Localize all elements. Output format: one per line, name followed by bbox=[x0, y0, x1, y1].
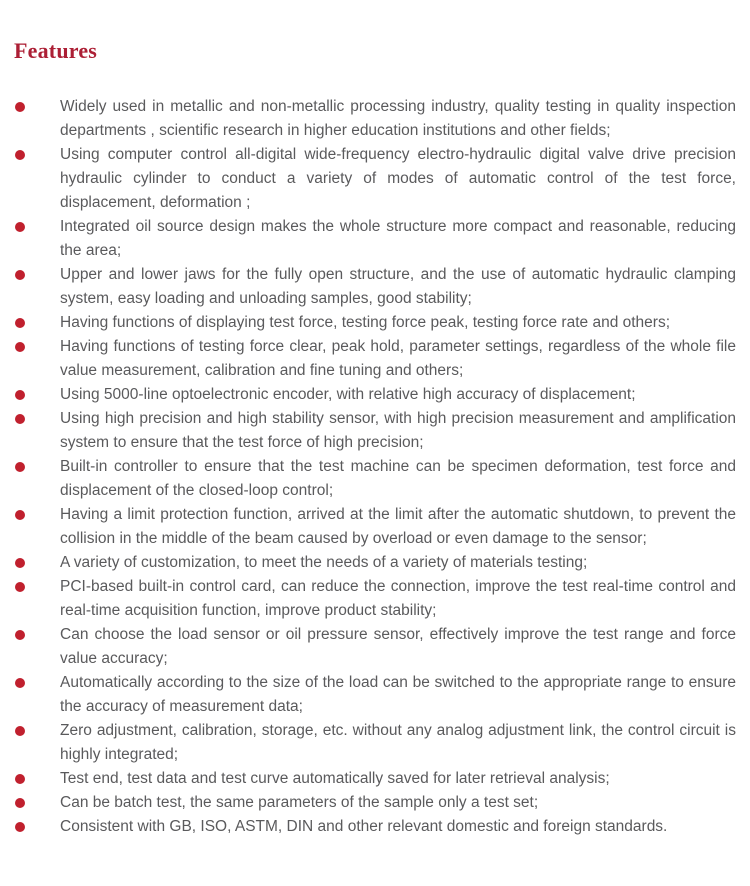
bullet-icon bbox=[15, 390, 25, 400]
feature-text: Using 5000-line optoelectronic encoder, with relative high accuracy of displacement; bbox=[60, 386, 636, 403]
bullet-icon bbox=[15, 270, 25, 280]
list-item bbox=[14, 815, 736, 839]
list-item bbox=[14, 407, 736, 455]
bullet-icon bbox=[15, 342, 25, 352]
list-item bbox=[14, 143, 736, 215]
bullet-icon bbox=[15, 222, 25, 232]
feature-text: Having functions of displaying test force, testing force peak, testing force rate and others; bbox=[60, 314, 671, 331]
bullet-icon bbox=[15, 414, 25, 424]
bullet-icon bbox=[15, 462, 25, 472]
list-item bbox=[14, 671, 736, 719]
feature-text: Having a limit protection function, arrived at the limit after the automatic shutdown, to prevent the collision in the middle of the beam caused by overload or even damage to the sensor; bbox=[60, 506, 736, 547]
feature-text: Using computer control all-digital wide-frequency electro-hydraulic digital valve drive precision hydraulic cylinder to conduct a variety of modes of automatic control of the test force, displacement, deformation ; bbox=[60, 146, 736, 211]
list-item bbox=[14, 215, 736, 263]
bullet-icon bbox=[15, 678, 25, 688]
bullet-icon bbox=[15, 150, 25, 160]
feature-text: Using high precision and high stability sensor, with high precision measurement and amplification system to ensure that the test force of high precision; bbox=[60, 410, 736, 451]
list-item bbox=[14, 623, 736, 671]
list-item bbox=[14, 455, 736, 503]
list-item bbox=[14, 95, 736, 143]
feature-text: Consistent with GB, ISO, ASTM, DIN and other relevant domestic and foreign standards. bbox=[60, 818, 668, 835]
list-item bbox=[14, 575, 736, 623]
list-item bbox=[14, 383, 736, 407]
feature-text: Automatically according to the size of the load can be switched to the appropriate range to ensure the accuracy of measurement data; bbox=[60, 674, 736, 715]
bullet-icon bbox=[15, 726, 25, 736]
feature-text: PCI-based built-in control card, can reduce the connection, improve the test real-time control and real-time acquisition function, improve product stability; bbox=[60, 578, 736, 619]
feature-text: Integrated oil source design makes the whole structure more compact and reasonable, reducing the area; bbox=[60, 218, 736, 259]
list-item bbox=[14, 335, 736, 383]
feature-text: Can be batch test, the same parameters of the sample only a test set; bbox=[60, 794, 539, 811]
bullet-icon bbox=[15, 582, 25, 592]
list-item bbox=[14, 311, 736, 335]
feature-text: Having functions of testing force clear, peak hold, parameter settings, regardless of the whole file value measurement, calibration and fine tuning and others; bbox=[60, 338, 736, 379]
bullet-icon bbox=[15, 558, 25, 568]
bullet-icon bbox=[15, 798, 25, 808]
feature-text: A variety of customization, to meet the needs of a variety of materials testing; bbox=[60, 554, 588, 571]
list-item bbox=[14, 551, 736, 575]
feature-text: Built-in controller to ensure that the test machine can be specimen deformation, test force and displacement of the closed-loop control; bbox=[60, 458, 736, 499]
list-item bbox=[14, 767, 736, 791]
list-item bbox=[14, 719, 736, 767]
feature-text: Zero adjustment, calibration, storage, etc. without any analog adjustment link, the control circuit is highly integrated; bbox=[60, 722, 736, 763]
list-item bbox=[14, 263, 736, 311]
list-item bbox=[14, 503, 736, 551]
feature-text: Upper and lower jaws for the fully open structure, and the use of automatic hydraulic clamping system, easy loading and unloading samples, good stability; bbox=[60, 266, 736, 307]
bullet-icon bbox=[15, 318, 25, 328]
feature-text: Can choose the load sensor or oil pressure sensor, effectively improve the test range and force value accuracy; bbox=[60, 626, 736, 667]
feature-text: Widely used in metallic and non-metallic processing industry, quality testing in quality inspection departments , scientific research in higher education institutions and other fields; bbox=[60, 98, 736, 139]
page-title: Features bbox=[14, 38, 98, 63]
bullet-icon bbox=[15, 774, 25, 784]
features-list bbox=[14, 95, 736, 839]
feature-text: Test end, test data and test curve automatically saved for later retrieval analysis; bbox=[60, 770, 610, 787]
bullet-icon bbox=[15, 102, 25, 112]
bullet-icon bbox=[15, 630, 25, 640]
list-item bbox=[14, 791, 736, 815]
bullet-icon bbox=[15, 822, 25, 832]
bullet-icon bbox=[15, 510, 25, 520]
